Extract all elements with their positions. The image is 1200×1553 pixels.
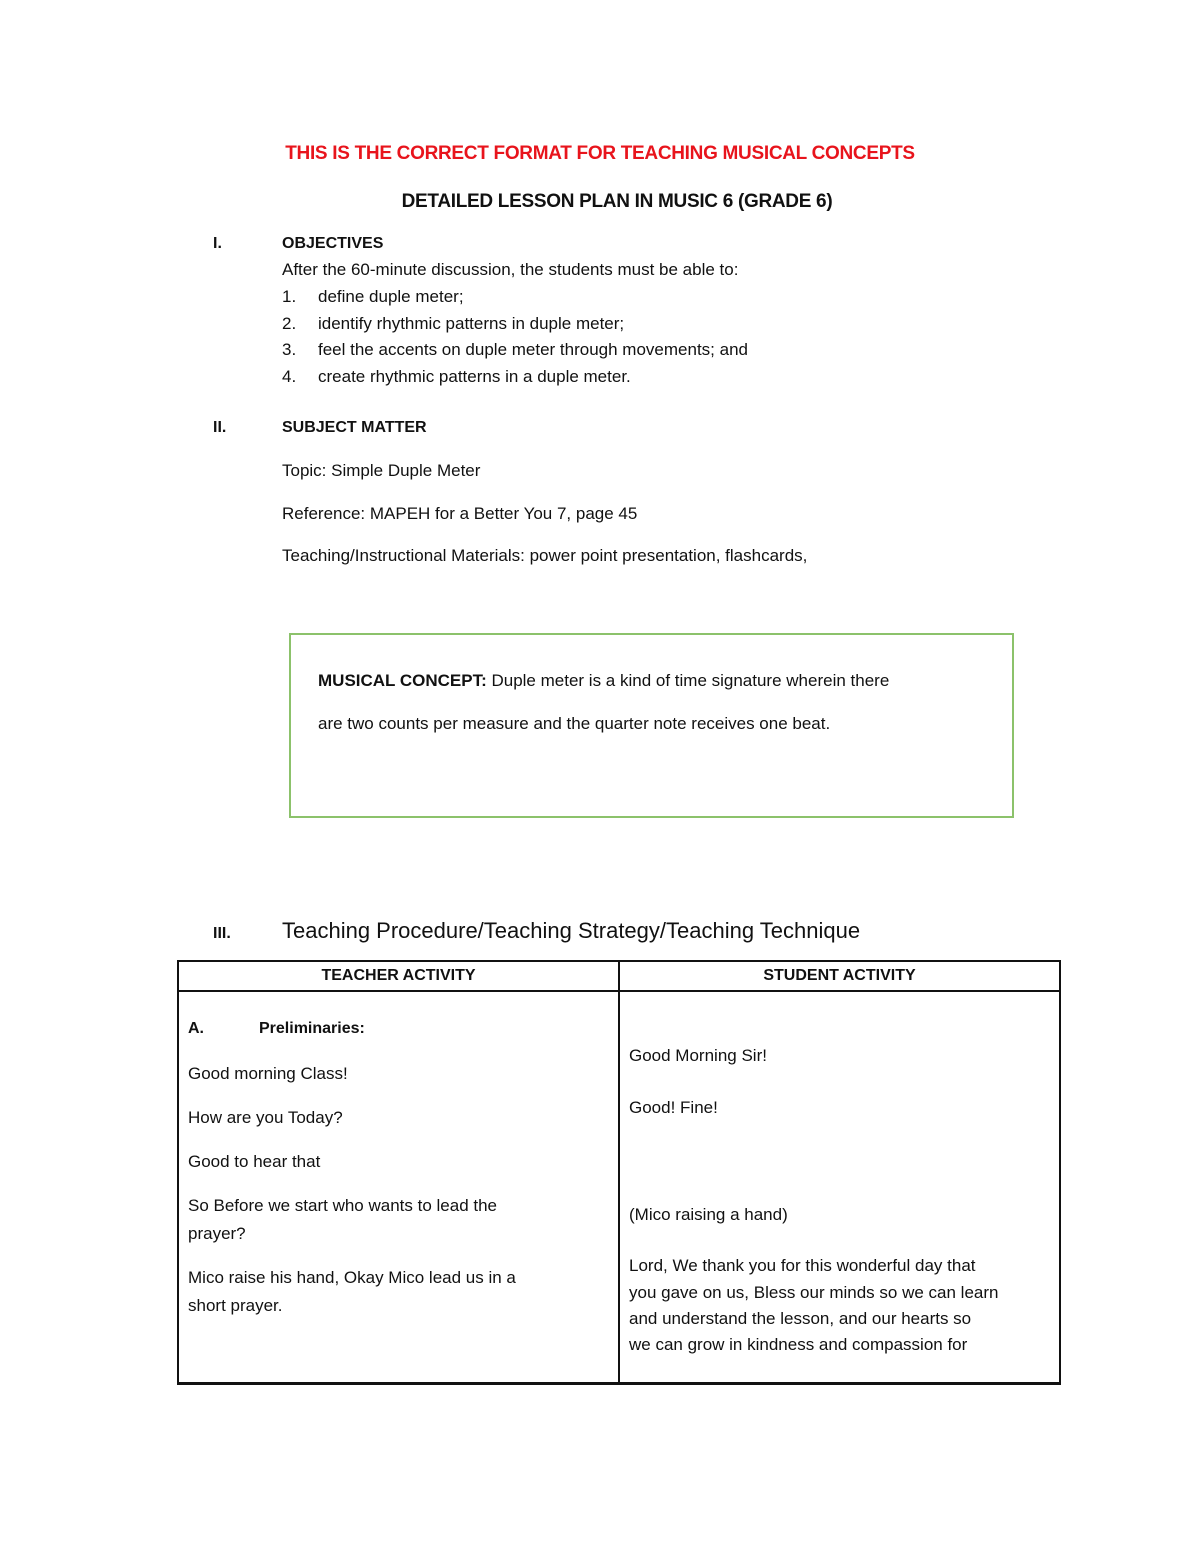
teacher-line: prayer? [188, 1224, 246, 1243]
teacher-line: Good morning Class! [188, 1064, 348, 1083]
subject-materials: Teaching/Instructional Materials: power point presentation, flashcards, [282, 546, 808, 565]
teacher-line: Mico raise his hand, Okay Mico lead us in a [188, 1268, 516, 1287]
student-line: Good Morning Sir! [629, 1046, 767, 1065]
teacher-line: Good to hear that [188, 1152, 321, 1171]
teacher-line: short prayer. [188, 1296, 283, 1315]
objective-item: create rhythmic patterns in a duple meter. [318, 367, 631, 386]
teacher-line: So Before we start who wants to lead the [188, 1196, 498, 1215]
objective-number: 2. [282, 314, 297, 333]
objectives-intro: After the 60-minute discussion, the students must be able to: [282, 260, 739, 279]
lesson-plan-title: DETAILED LESSON PLAN IN MUSIC 6 (GRADE 6) [401, 191, 833, 212]
musical-concept-text-1: Duple meter is a kind of time signature wherein there [486, 671, 890, 690]
objective-item: feel the accents on duple meter through movements; and [318, 340, 748, 359]
objective-item: identify rhythmic patterns in duple meter; [318, 314, 625, 333]
student-activity-cell [619, 991, 1060, 1384]
objective-item: define duple meter; [318, 287, 464, 306]
musical-concept-line-2: are two counts per measure and the quarter note receives one beat. [318, 714, 831, 733]
objective-number: 3. [282, 340, 297, 359]
subject-topic: Topic: Simple Duple Meter [282, 461, 481, 480]
procedure-table [177, 960, 1061, 1385]
teacher-activity-cell [178, 991, 619, 1384]
student-activity-header: STUDENT ACTIVITY [619, 961, 1060, 991]
subject-matter-numeral: II. [213, 419, 227, 436]
subject-reference: Reference: MAPEH for a Better You 7, page 45 [282, 504, 638, 523]
preliminaries-letter: A. [188, 1020, 204, 1037]
student-line: (Mico raising a hand) [629, 1205, 788, 1224]
objectives-numeral: I. [213, 235, 222, 252]
student-line: we can grow in kindness and compassion for [629, 1335, 968, 1354]
musical-concept-line-1 [318, 671, 889, 691]
student-line: you gave on us, Bless our minds so we can learn [629, 1283, 999, 1302]
document-banner: THIS IS THE CORRECT FORMAT FOR TEACHING MUSICAL CONCEPTS [285, 143, 915, 164]
objective-number: 4. [282, 367, 297, 386]
preliminaries-heading: Preliminaries: [259, 1020, 365, 1037]
teacher-line: How are you Today? [188, 1108, 343, 1127]
musical-concept-box [289, 633, 1014, 818]
student-line: Good! Fine! [629, 1098, 718, 1117]
objectives-heading: OBJECTIVES [282, 235, 384, 252]
subject-matter-heading: SUBJECT MATTER [282, 419, 427, 436]
procedure-numeral: III. [213, 925, 231, 942]
student-line: and understand the lesson, and our hearts so [629, 1309, 972, 1328]
musical-concept-label: MUSICAL CONCEPT: [318, 671, 487, 690]
procedure-heading: Teaching Procedure/Teaching Strategy/Teaching Technique [282, 918, 861, 943]
objective-number: 1. [282, 287, 297, 306]
student-line: Lord, We thank you for this wonderful day that [629, 1256, 976, 1275]
teacher-activity-header: TEACHER ACTIVITY [178, 961, 619, 991]
